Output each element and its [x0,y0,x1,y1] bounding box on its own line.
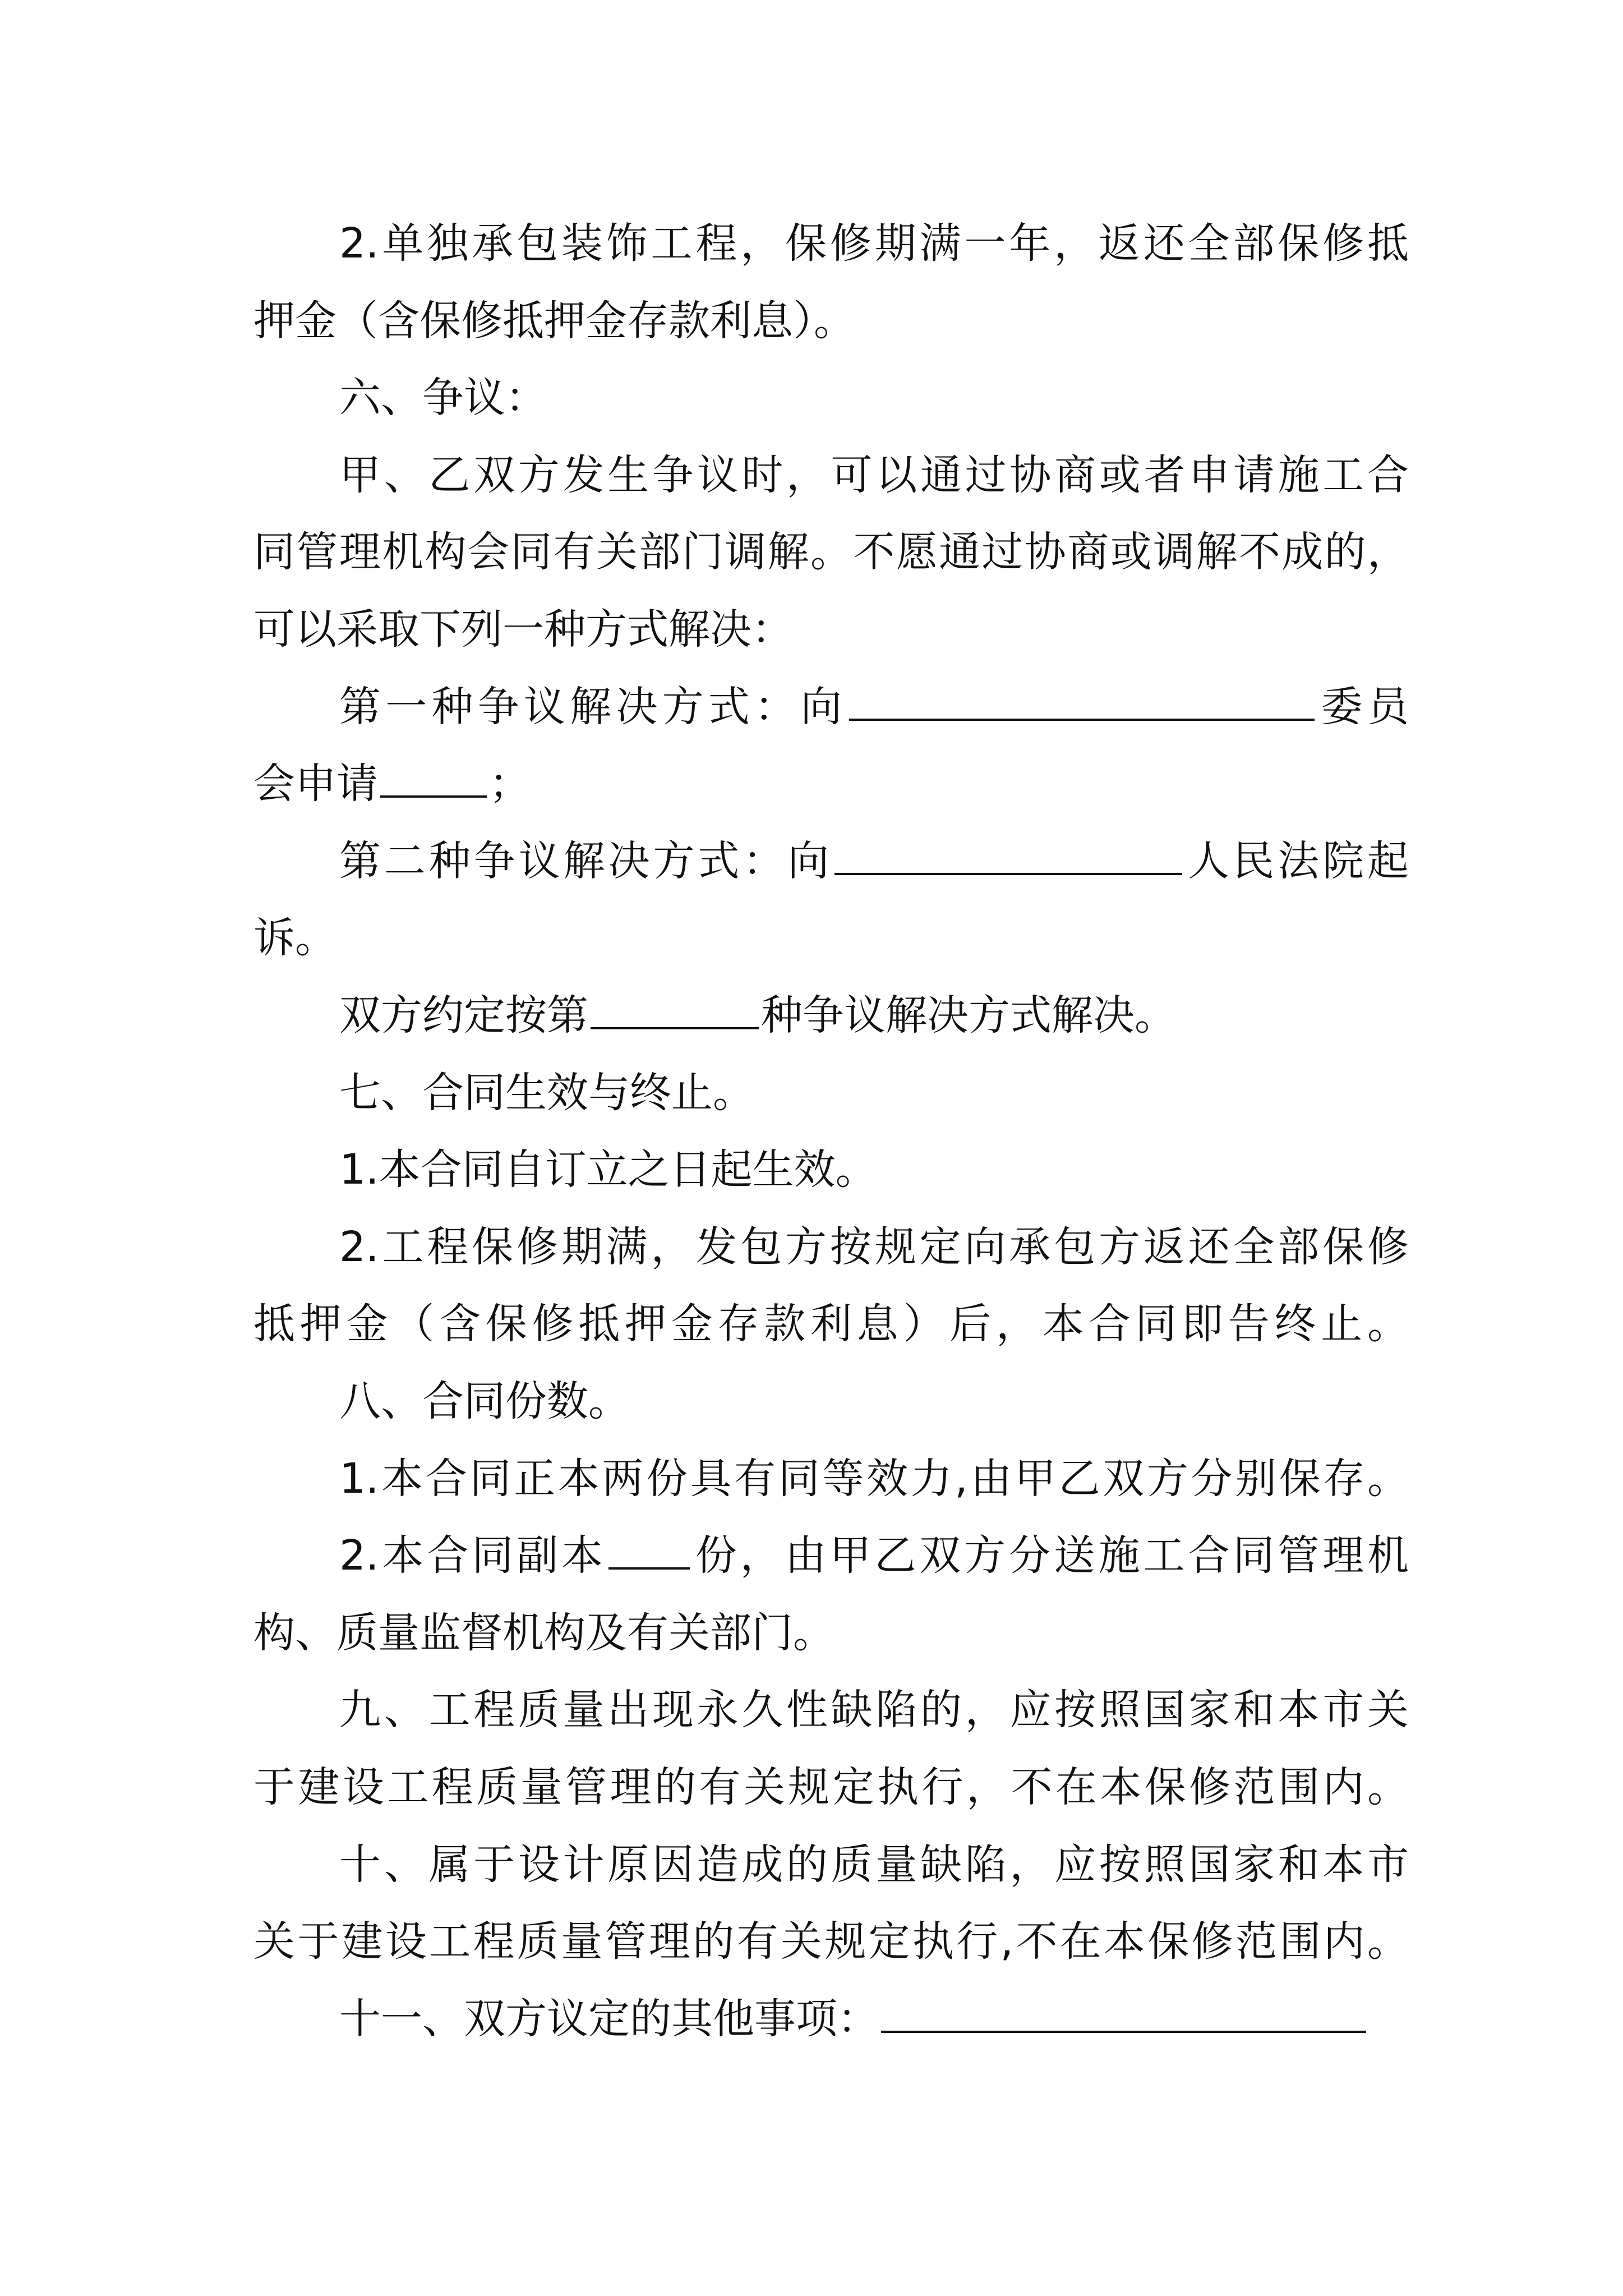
line-text: 十一、双方议定的其他事项： [339,1994,879,2043]
line-text: 押金（含保修抵押金存款利息）。 [253,296,855,345]
paragraph-line [339,215,1409,272]
paragraph-line [339,1527,1409,1584]
paragraph-line [339,1219,1409,1275]
line-text: 关于建设工程质量管理的有关规定执行,不在本保修范围内。 [253,1917,1409,1966]
line-text: 2.本合同副本 [339,1531,606,1580]
paragraph-line [339,447,1409,503]
paragraph-line [253,910,1409,966]
line-text: 八、合同份数。 [339,1377,630,1425]
paragraph-line [253,1913,1409,1970]
line-text: 1.本合同正本两份具有同等效力,由甲乙双方分别保存。 [339,1454,1409,1503]
line-text: 可以采取下列一种方式解决： [253,605,793,654]
paragraph-line [253,1296,1409,1352]
paragraph-line [339,1837,1409,1893]
paragraph-line [253,1759,1409,1815]
line-text: 六、争议： [339,374,547,422]
fill-in-blank[interactable] [380,756,487,798]
paragraph-line [339,833,1409,889]
line-text: ； [489,760,531,808]
line-text: 构、质量监督机构及有关部门。 [253,1608,834,1657]
paragraph-line [339,370,1409,426]
paragraph-line [253,756,1409,812]
line-text: 会申请 [253,760,378,808]
line-text: 诉。 [253,914,336,963]
line-text: 2.单独承包装饰工程，保修期满一年，返还全部保修抵 [339,219,1409,268]
line-text: 种争议解决方式解决。 [761,991,1176,1039]
line-text: 双方约定按第 [339,991,588,1039]
paragraph-line [339,1991,1409,2047]
line-text: 委员 [1316,682,1409,731]
fill-in-blank[interactable] [849,679,1315,721]
line-text: 第二种争议解决方式：向 [339,836,833,885]
paragraph-line [339,1682,1409,1738]
line-text: 人民法院起 [1184,836,1409,885]
paragraph-line [339,1451,1409,1507]
line-text: 2.工程保修期满，发包方按规定向承包方返还全部保修 [339,1222,1409,1271]
paragraph-line [253,601,1409,657]
fill-in-blank[interactable] [834,834,1182,875]
line-text: 甲、乙双方发生争议时，可以通过协商或者申请施工合 [339,450,1409,499]
line-text: 同管理机构会同有关部门调解。不愿通过协商或调解不成的， [253,528,1409,577]
line-text: 九、工程质量出现永久性缺陷的，应按照国家和本市关 [339,1686,1409,1734]
line-text: 十、属于设计原因造成的质量缺陷，应按照国家和本市 [339,1840,1409,1889]
paragraph-line [253,1605,1409,1661]
line-text: 于建设工程质量管理的有关规定执行，不在本保修范围内。 [253,1763,1409,1811]
line-text: 1.本合同自订立之日起生效。 [339,1145,877,1194]
line-text: 第一种争议解决方式：向 [339,682,847,731]
fill-in-blank[interactable] [591,988,759,1029]
fill-in-blank[interactable] [608,1528,690,1570]
paragraph-line [339,1142,1409,1198]
paragraph-line [339,1373,1409,1429]
fill-in-blank[interactable] [881,1991,1366,2033]
line-text: 七、合同生效与终止。 [339,1068,754,1117]
paragraph-line [339,1065,1409,1121]
line-text: 份，由甲乙双方分送施工合同管理机 [691,1531,1409,1580]
line-text: 抵押金（含保修抵押金存款利息）后，本合同即告终止。 [253,1300,1409,1349]
paragraph-line [253,524,1409,580]
paragraph-line [339,679,1409,735]
paragraph-line [339,987,1409,1043]
paragraph-line [253,293,1409,349]
